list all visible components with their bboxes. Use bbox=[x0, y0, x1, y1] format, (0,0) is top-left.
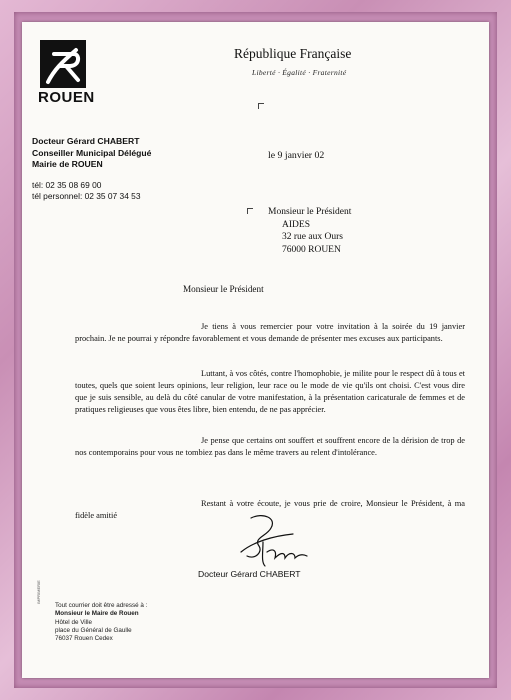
rouen-logo-text: ROUEN bbox=[38, 89, 95, 106]
phone-block bbox=[32, 180, 141, 202]
handwritten-signature bbox=[233, 512, 313, 570]
body-paragraph-3: Je pense que certains ont souffert et souffrent encore de la dérision de trop de nos contemporains pour vous ne tombiez pas dans le même travers au relent d'intolérance. bbox=[75, 436, 465, 457]
recipient-line-3: 32 rue aux Ours bbox=[282, 232, 343, 242]
body-paragraph-1: Je tiens à vous remercier pour votre invitation à la soirée du 19 janvier prochain. Je ne pourrai y répondre favorablement et vous demande de présenter mes excuses aux participants. bbox=[75, 322, 465, 343]
closing-paragraph: Restant à votre écoute, je vous prie de croire, Monsieur le Président, à ma fidèle amitié bbox=[75, 499, 465, 520]
footer-address bbox=[55, 602, 147, 643]
republic-title: République Française bbox=[234, 46, 352, 61]
letter-page bbox=[22, 22, 489, 678]
salutation: Monsieur le Président bbox=[183, 284, 264, 294]
recipient-line-2: AIDES bbox=[282, 219, 310, 230]
sender-block bbox=[32, 136, 151, 171]
body-paragraph-2: Luttant, à vos côtés, contre l'homophobie, je milite pour le respect dû à tous et toutes, quels que soient leurs opinions, leur religion, leur race ou le mode de vie qu'ils ont choisi. C'est vous dire que je suis sensible, au delà du côté canular de votre manifestation, à la présentation caricaturale de femmes et de pratiques religieuses que vous êtes libre, bien entendu, de ne pas apprécier. bbox=[75, 369, 465, 414]
footer-line-3: 76037 Rouen Cedex bbox=[55, 635, 113, 643]
signer-name: Docteur Gérard CHABERT bbox=[198, 569, 301, 579]
footer-line-1: Hôtel de Ville bbox=[55, 618, 92, 626]
letter-date: le 9 janvier 02 bbox=[268, 150, 325, 161]
footer-line-2: place du Général de Gaulle bbox=[55, 626, 132, 634]
address-window-mark bbox=[247, 208, 253, 214]
sender-title: Conseiller Municipal Délégué bbox=[32, 147, 152, 158]
fold-mark bbox=[258, 103, 264, 109]
office-phone: tél: 02 35 08 69 00 bbox=[32, 180, 102, 190]
personal-phone: tél personnel: 02 35 07 34 53 bbox=[32, 191, 141, 201]
sender-office: Mairie de ROUEN bbox=[32, 159, 103, 169]
sender-name: Docteur Gérard CHABERT bbox=[32, 136, 140, 146]
rouen-logo-icon bbox=[40, 40, 86, 88]
recipient-line-1: Monsieur le Président bbox=[268, 207, 352, 217]
printer-code: IMPRIMERIE bbox=[36, 580, 41, 604]
recipient-address bbox=[268, 206, 351, 256]
recipient-line-4: 76000 ROUEN bbox=[282, 244, 341, 255]
republic-motto: Liberté · Égalité · Fraternité bbox=[252, 68, 347, 77]
footer-addressee: Monsieur le Maire de Rouen bbox=[55, 610, 139, 618]
footer-intro: Tout courrier doit être adressé à : bbox=[55, 602, 148, 609]
